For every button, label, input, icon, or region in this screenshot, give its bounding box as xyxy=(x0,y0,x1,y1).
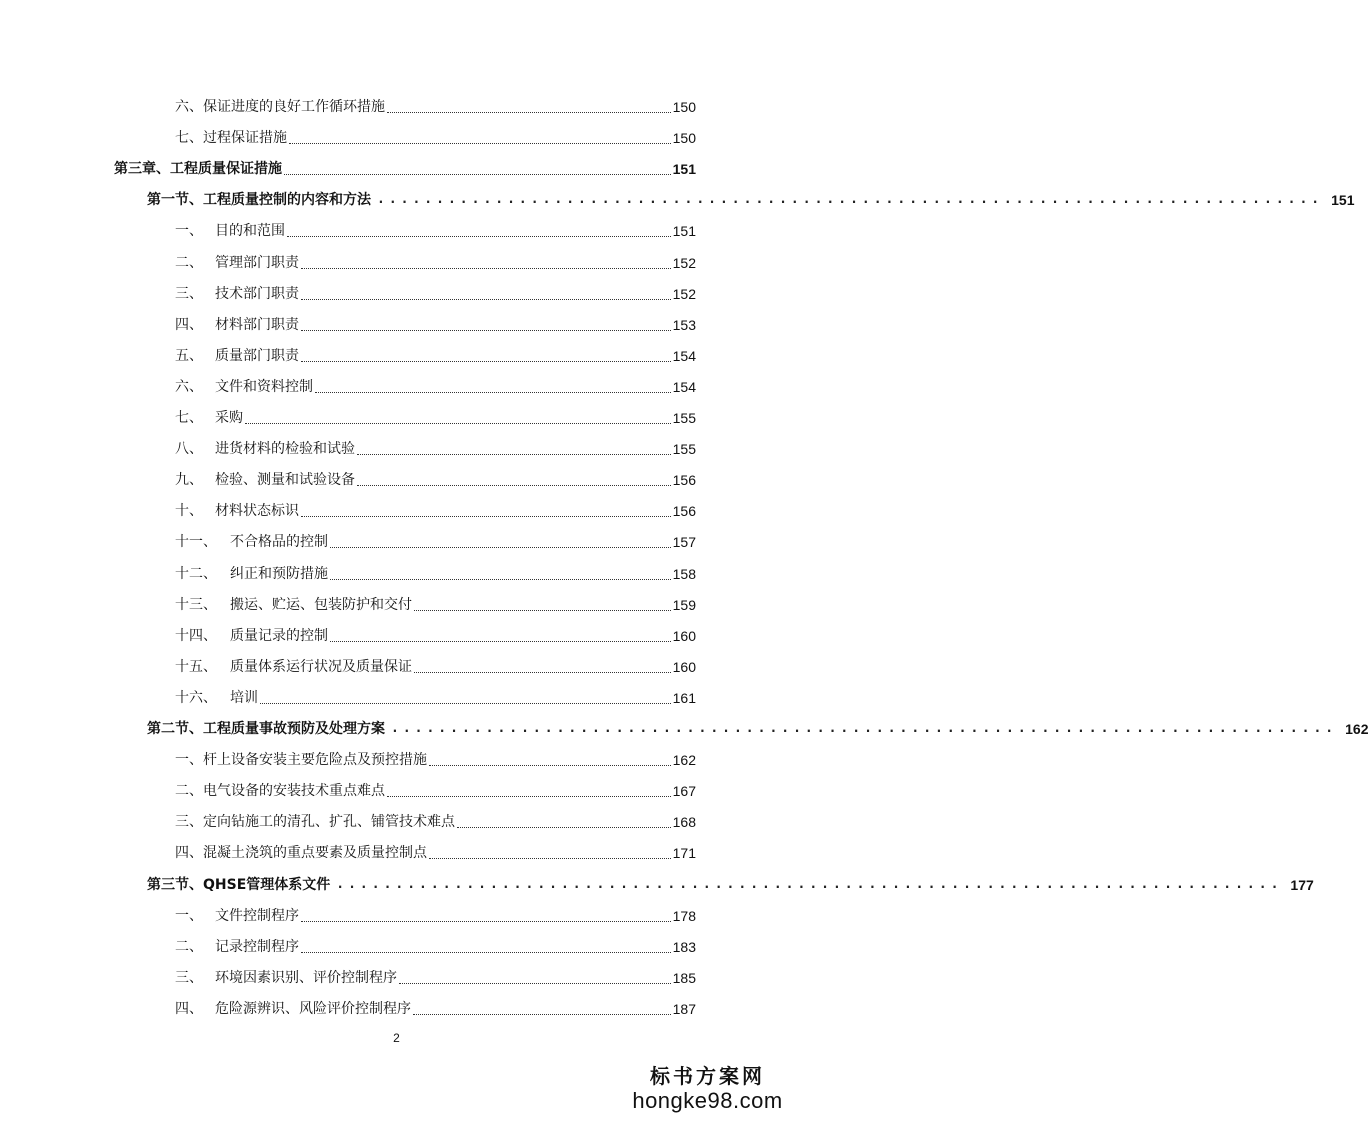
toc-entry-number: 十二、 xyxy=(175,565,217,582)
toc-entry-number: 四、 xyxy=(175,1000,203,1017)
toc-leader-dots xyxy=(301,298,671,300)
toc-entry[interactable] xyxy=(0,498,793,520)
toc-leader-dots xyxy=(357,453,671,455)
toc-entry-number: 一、 xyxy=(175,907,203,924)
toc-entry-title: 危险源辨识、风险评价控制程序 xyxy=(215,1000,411,1017)
toc-entry-page: 183 xyxy=(672,938,696,955)
toc-entry[interactable] xyxy=(0,94,793,116)
toc-leader-dots xyxy=(457,826,671,828)
toc-entry[interactable] xyxy=(0,965,793,987)
toc-entry-title: 管理部门职责 xyxy=(215,254,299,271)
toc-entry-number: 八、 xyxy=(175,441,203,458)
toc-entry-number: 二、 xyxy=(175,254,203,271)
toc-entry-title: 工程质量保证措施 xyxy=(170,161,282,178)
toc-leader-dots xyxy=(387,111,671,113)
toc-entry[interactable] xyxy=(0,467,793,489)
toc-leader-dots xyxy=(429,764,671,766)
toc-entry-page: 155 xyxy=(672,410,696,426)
toc-entry-page: 150 xyxy=(672,130,696,147)
toc-entry[interactable] xyxy=(0,840,793,862)
toc-entry[interactable] xyxy=(0,903,793,925)
toc-leader-dots xyxy=(330,640,671,642)
toc-entry-page: 154 xyxy=(672,378,696,395)
toc-entry-page: 177 xyxy=(1290,876,1314,893)
toc-entry[interactable] xyxy=(0,996,793,1018)
toc-entry[interactable] xyxy=(0,374,793,396)
toc-entry-title: 质量部门职责 xyxy=(215,347,299,364)
toc-entry-number: 一、 xyxy=(175,752,203,769)
toc-entry-page: 160 xyxy=(672,627,696,644)
toc-entry[interactable] xyxy=(0,592,793,614)
toc-entry-title: 搬运、贮运、包装防护和交付 xyxy=(230,596,412,613)
toc-entry[interactable] xyxy=(0,747,793,769)
toc-entry[interactable] xyxy=(0,405,793,427)
toc-leader-dots xyxy=(315,391,671,393)
toc-leader-dots xyxy=(414,609,671,611)
toc-entry-number: 第三节、 xyxy=(147,876,203,893)
toc-entry-number: 十六、 xyxy=(175,689,217,706)
toc-entry[interactable] xyxy=(0,561,793,583)
toc-leader-dots xyxy=(399,982,671,984)
toc-entry-number: 三、 xyxy=(175,814,203,831)
toc-entry-title: 不合格品的控制 xyxy=(230,534,328,551)
toc-entry[interactable] xyxy=(0,436,793,458)
toc-leader-dots xyxy=(429,857,671,859)
toc-entry-title: 目的和范围 xyxy=(215,223,285,240)
toc-entry-title: 材料部门职责 xyxy=(215,316,299,333)
toc-entry-title: 记录控制程序 xyxy=(215,938,299,955)
toc-entry-page: 152 xyxy=(672,254,696,271)
toc-entry-page: 161 xyxy=(672,689,696,706)
toc-entry-title: 文件控制程序 xyxy=(215,907,299,924)
toc-entry-number: 四、 xyxy=(175,316,203,333)
toc-entry-number: 第三章、 xyxy=(114,161,170,178)
toc-entry-title: 工程质量控制的内容和方法 xyxy=(203,192,371,209)
toc-entry-number: 三、 xyxy=(175,285,203,302)
toc-entry-page: 160 xyxy=(672,658,696,675)
toc-entry-number: 七、 xyxy=(175,410,203,426)
toc-entry-number: 六、 xyxy=(175,99,203,115)
toc-entry-title: 质量记录的控制 xyxy=(230,627,328,644)
toc-entry-page: 153 xyxy=(672,316,696,333)
toc-entry-number: 十五、 xyxy=(175,658,217,675)
toc-entry-page: 171 xyxy=(672,845,696,862)
toc-entry-title: 进货材料的检验和试验 xyxy=(215,441,355,458)
toc-entry-page: 157 xyxy=(672,534,696,551)
toc-leader-dots xyxy=(301,920,671,922)
toc-entry-page: 151 xyxy=(672,223,696,240)
toc-entry[interactable] xyxy=(0,343,793,365)
toc-entry[interactable] xyxy=(0,218,793,240)
toc-entry[interactable] xyxy=(0,623,793,645)
toc-entry-number: 十一、 xyxy=(175,534,217,551)
toc-entry[interactable] xyxy=(0,125,793,147)
toc-leader-dots xyxy=(287,235,671,237)
toc-entry[interactable] xyxy=(0,187,1355,209)
toc-entry-number: 四、 xyxy=(175,845,203,862)
toc-entry[interactable] xyxy=(0,809,793,831)
toc-entry[interactable] xyxy=(0,654,793,676)
toc-entry-page: 156 xyxy=(672,503,696,520)
toc-entry-page: 162 xyxy=(672,752,696,769)
toc-entry-page: 150 xyxy=(672,99,696,115)
toc-leader-dots xyxy=(301,360,671,362)
toc-leader-dots xyxy=(289,142,671,144)
toc-entry-number: 五、 xyxy=(175,347,203,364)
toc-entry[interactable] xyxy=(0,778,793,800)
toc-leader-dots xyxy=(357,484,671,486)
watermark-en: hongke98.com xyxy=(632,1088,783,1113)
toc-entry-title: 定向钻施工的清孔、扩孔、铺管技术难点 xyxy=(203,814,455,831)
toc-entry-page: 154 xyxy=(672,347,696,364)
toc-entry-number: 七、 xyxy=(175,130,203,147)
toc-entry-title: 技术部门职责 xyxy=(215,285,299,302)
toc-entry-title: 混凝土浇筑的重点要素及质量控制点 xyxy=(203,845,427,862)
toc-entry[interactable] xyxy=(0,281,793,303)
toc-entry[interactable] xyxy=(0,716,1369,738)
toc-entry-title: QHSE管理体系文件 xyxy=(203,876,331,893)
toc-entry-page: 187 xyxy=(672,1000,696,1017)
toc-entry-number: 一、 xyxy=(175,223,203,240)
toc-leader-dots xyxy=(413,1013,671,1015)
toc-leader-dots xyxy=(260,702,671,704)
page-number: 2 xyxy=(393,1031,400,1045)
toc-entry-number: 二、 xyxy=(175,938,203,955)
toc-entry-page: 155 xyxy=(672,441,696,458)
toc-entry-page: 156 xyxy=(672,472,696,489)
toc-entry-title: 保证进度的良好工作循环措施 xyxy=(203,99,385,115)
toc-entry-page: 151 xyxy=(672,161,696,178)
toc-entry-title: 材料状态标识 xyxy=(215,503,299,520)
watermark-logo xyxy=(622,1066,793,1122)
toc-entry-title: 质量体系运行状况及质量保证 xyxy=(230,658,412,675)
toc-leader-dots: ................................................................................ xyxy=(336,876,1283,892)
toc-entry-number: 十四、 xyxy=(175,627,217,644)
toc-entry-number: 三、 xyxy=(175,969,203,986)
toc-entry-number: 六、 xyxy=(175,378,203,395)
toc-leader-dots: ................................................................................ xyxy=(377,192,1324,208)
toc-entry-title: 检验、测量和试验设备 xyxy=(215,472,355,489)
toc-entry-title: 纠正和预防措施 xyxy=(230,565,328,582)
toc-leader-dots xyxy=(330,578,671,580)
toc-leader-dots: ................................................................................ xyxy=(391,721,1338,736)
toc-leader-dots xyxy=(301,515,671,517)
toc-entry-title: 过程保证措施 xyxy=(203,130,287,147)
toc-entry-title: 工程质量事故预防及处理方案 xyxy=(203,721,385,737)
toc-entry[interactable] xyxy=(0,685,793,707)
toc-entry-number: 九、 xyxy=(175,472,203,489)
toc-entry[interactable] xyxy=(0,872,1314,894)
toc-entry-title: 杆上设备安装主要危险点及预控措施 xyxy=(203,752,427,769)
toc-entry-title: 培训 xyxy=(230,689,258,706)
toc-entry-page: 168 xyxy=(672,814,696,831)
toc-leader-dots xyxy=(330,546,671,548)
toc-entry-page: 178 xyxy=(672,907,696,924)
toc-entry-number: 十三、 xyxy=(175,596,217,613)
toc-entry-number: 第二节、 xyxy=(147,721,203,737)
toc-entry-page: 158 xyxy=(672,565,696,582)
toc-entry[interactable] xyxy=(0,934,793,956)
toc-entry-number: 第一节、 xyxy=(147,192,203,209)
toc-leader-dots xyxy=(387,795,671,797)
toc-entry[interactable] xyxy=(0,156,793,178)
toc-entry[interactable] xyxy=(0,250,793,272)
toc-leader-dots xyxy=(301,267,671,269)
toc-entry[interactable] xyxy=(0,312,793,334)
toc-entry-title: 文件和资料控制 xyxy=(215,378,313,395)
toc-entry-page: 151 xyxy=(1331,192,1355,209)
toc-entry-title: 采购 xyxy=(215,410,243,426)
toc-entry-page: 185 xyxy=(672,969,696,986)
toc-entry-page: 167 xyxy=(672,783,696,800)
toc-entry-page: 159 xyxy=(672,596,696,613)
toc-leader-dots xyxy=(284,173,671,175)
toc-entry-number: 十、 xyxy=(175,503,203,520)
toc-leader-dots xyxy=(414,671,671,673)
toc-entry-number: 二、 xyxy=(175,783,203,800)
toc-entry[interactable] xyxy=(0,529,793,551)
toc-leader-dots xyxy=(301,329,671,331)
toc-entry-title: 电气设备的安装技术重点难点 xyxy=(203,783,385,800)
watermark-cn: 标书方案网 xyxy=(650,1064,765,1088)
toc-entry-title: 环境因素识别、评价控制程序 xyxy=(215,969,397,986)
toc-entry-page: 152 xyxy=(672,285,696,302)
toc-leader-dots xyxy=(245,422,671,424)
toc-entry-page: 162 xyxy=(1345,721,1369,737)
toc-leader-dots xyxy=(301,951,671,953)
